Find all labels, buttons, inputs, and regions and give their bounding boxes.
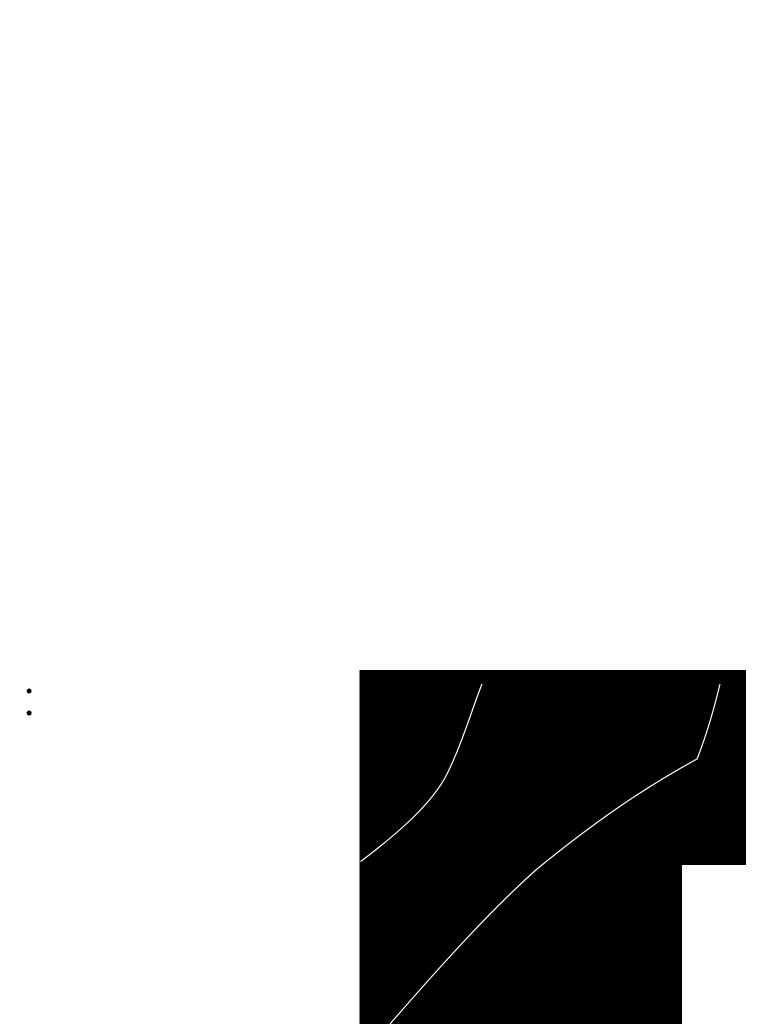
- slide-title: [0, 185, 768, 227]
- color-legend: [682, 865, 746, 1024]
- bullet-list: [22, 678, 322, 700]
- legend-background: [682, 865, 746, 1024]
- water-content-figure: [322, 664, 768, 1024]
- title-spacer: [0, 185, 768, 227]
- phase-diagram: [322, 664, 768, 1024]
